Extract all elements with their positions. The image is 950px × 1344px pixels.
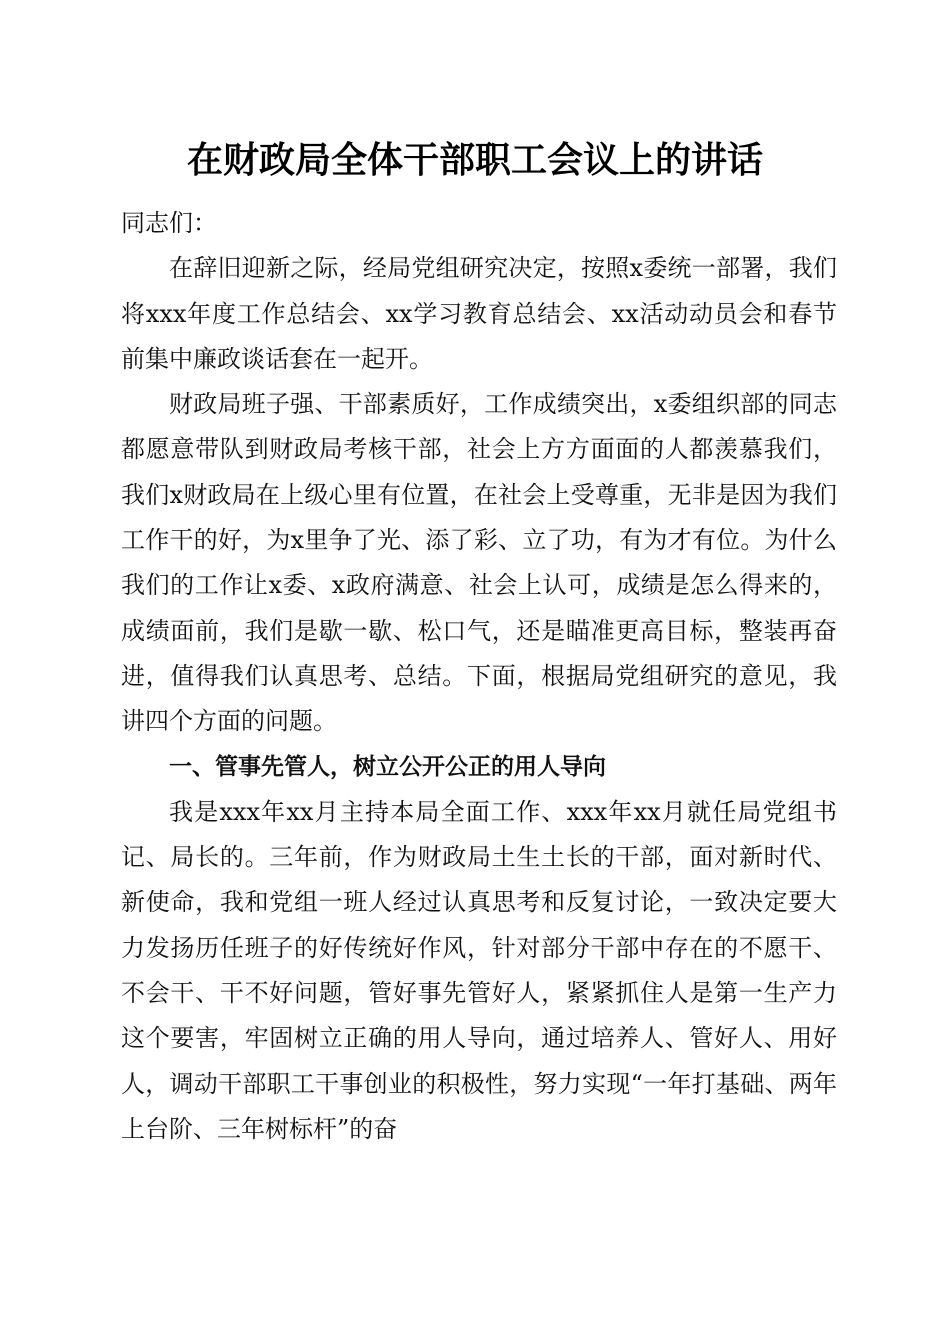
paragraph-2: 财政局班子强、干部素质好，工作成绩突出，x委组织部的同志都愿意带队到财政局考核干部，社会上方方面面的人都羡慕我们，我们x财政局在上级心里有位置，在社会上受尊重，无非是因为我们工作干的好，为x里争了光、添了彩、立了功，有为才有位。为什么我们的工作让x委、x政府满意、社会上认可，成绩是怎么得来的，成绩面前，我们是歇一歇、松口气，还是瞄准更高目标，整装再奋进，值得我们认真思考、总结。下面，根据局党组研究的意见，我讲四个方面的问题。: [121, 390, 837, 736]
paragraph-1: 在辞旧迎新之际，经局党组研究决定，按照x委统一部署，我们将xxx年度工作总结会、xx学习教育总结会、xx活动动员会和春节前集中廉政谈话套在一起开。: [121, 254, 837, 373]
document-body: [121, 201, 837, 1152]
section-paragraph: 我是xxx年xx月主持本局全面工作、xxx年xx月就任局党组书记、局长的。三年前，作为财政局土生土长的干部，面对新时代、新使命，我和党组一班人经过认真思考和反复讨论，一致决定要大力发扬历任班子的好传统好作风，针对部分干部中存在的不愿干、不会干、干不好问题，管好事先管好人，紧紧抓住人是第一生产力这个要害，牢固树立正确的用人导向，通过培养人、管好人、用好人，调动干部职工干事创业的积极性，努力实现“一年打基础、两年上台阶、三年树标杆”的奋: [121, 797, 837, 1143]
salutation: 同志们：: [121, 209, 217, 237]
page-title: 在财政局全体干部职工会议上的讲话: [186, 139, 763, 181]
section-heading: 一、管事先管人，树立公开公正的用人导向: [169, 753, 606, 780]
